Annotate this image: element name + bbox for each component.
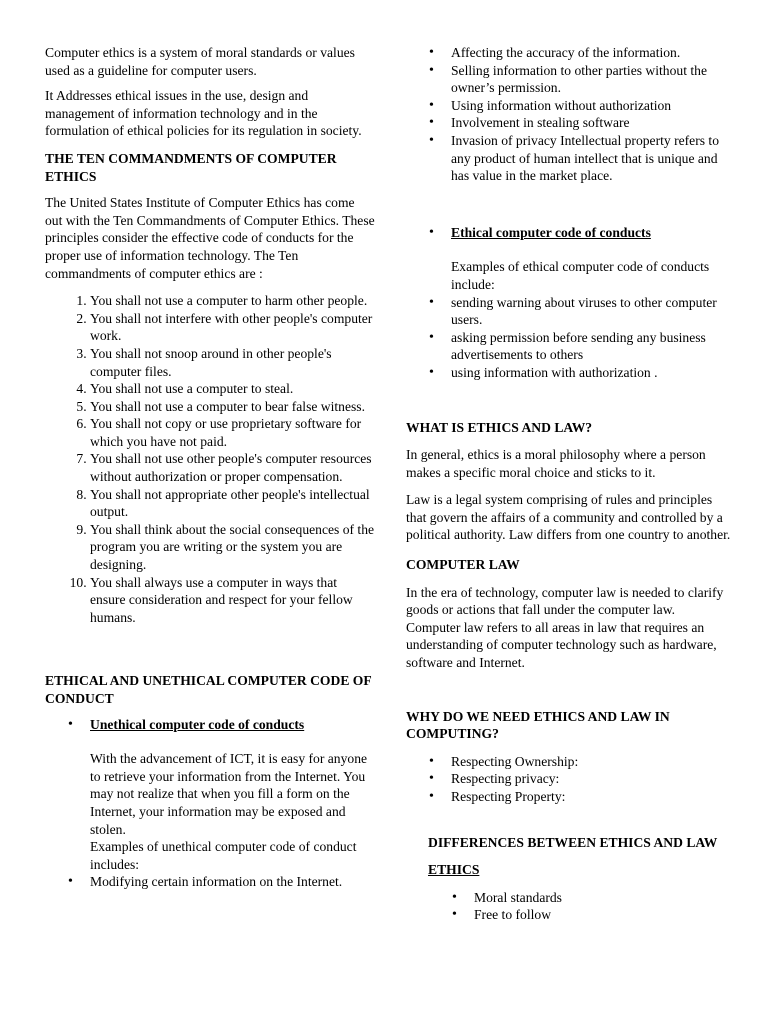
- list-item: • Modifying certain information on the Internet.: [90, 873, 375, 891]
- list-item: 8. You shall not appropriate other people's intellectual output.: [90, 486, 375, 521]
- list-item: • Invasion of privacy Intellectual property refers to any product of human intellect that is unique and has value in the market place.: [451, 132, 731, 185]
- unethical-examples-continued: [406, 44, 731, 185]
- why-ethics-law-heading: WHY DO WE NEED ETHICS AND LAW IN COMPUTING?: [406, 708, 670, 742]
- left-column: [45, 44, 375, 891]
- list-item: • Affecting the accuracy of the information.: [451, 44, 731, 62]
- ethical-examples-intro: Examples of ethical computer code of conducts include:: [451, 259, 710, 292]
- list-item: • Respecting Ownership:: [451, 753, 731, 771]
- list-item: • Selling information to other parties without the owner’s permission.: [451, 62, 731, 97]
- unethical-title-item: [90, 716, 375, 734]
- right-column: [406, 44, 731, 924]
- list-item: • Using information without authorization: [451, 97, 731, 115]
- ten-commandments-heading: THE TEN COMMANDMENTS OF COMPUTER ETHICS: [45, 150, 337, 184]
- ethics-definition: In general, ethics is a moral philosophy where a person makes a specific moral choice and sticks to it.: [406, 447, 706, 480]
- ethical-section-list: [406, 224, 731, 242]
- list-item: • asking permission before sending any business advertisements to others: [451, 329, 731, 364]
- ethics-and-law-heading: WHAT IS ETHICS AND LAW?: [406, 419, 593, 435]
- unethical-description: With the advancement of ICT, it is easy for anyone to retrieve your information from the Internet. You may not realize that when you fill a form on the Internet, your information may be exposed and stolen.: [90, 751, 368, 837]
- why-list: [406, 753, 731, 806]
- list-item: 2. You shall not interfere with other people's computer work.: [90, 310, 375, 345]
- ethics-subheading: ETHICS: [428, 862, 480, 878]
- list-item: 5. You shall not use a computer to bear false witness.: [90, 398, 375, 416]
- list-item: • Free to follow: [474, 906, 731, 924]
- law-definition: Law is a legal system comprising of rules and principles that govern the affairs of a community and controlled by a political authority. Law differs from one country to another.: [406, 492, 731, 543]
- unethical-section-list: [45, 716, 375, 734]
- list-item: • sending warning about viruses to other computer users.: [451, 294, 731, 329]
- list-item: 6. You shall not copy or use proprietary software for which you have not paid.: [90, 415, 375, 450]
- list-item: • Respecting Property:: [451, 788, 731, 806]
- ethics-characteristics-list: [406, 889, 731, 924]
- list-item: 3. You shall not snoop around in other people's computer files.: [90, 345, 375, 380]
- computer-law-description: In the era of technology, computer law is needed to clarify goods or actions that fall under the computer law. Computer law refers to all areas in law that requires an understanding of computer technology such as hardware, software and Internet.: [406, 584, 724, 671]
- list-item: • using information with authorization .: [451, 364, 731, 382]
- unethical-examples-list: [45, 873, 375, 891]
- list-item: 10. You shall always use a computer in ways that ensure consideration and respect for your fellow humans.: [90, 574, 375, 627]
- unethical-examples-intro: Examples of unethical computer code of conduct includes:: [90, 839, 357, 872]
- computer-law-heading: COMPUTER LAW: [406, 557, 520, 573]
- list-item: 4. You shall not use a computer to steal.: [90, 380, 375, 398]
- ten-commandments-intro: The United States Institute of Computer Ethics has come out with the Ten Commandments of Computer Ethics. These principles consider the effective code of conducts for the proper use of information technology. The Ten commandments of computer ethics are :: [45, 195, 375, 281]
- code-of-conduct-heading: ETHICAL AND UNETHICAL COMPUTER CODE OF CONDUCT: [45, 673, 372, 706]
- list-item: 9. You shall think about the social consequences of the program you are writing or the system you are designing.: [90, 521, 375, 574]
- intro-paragraph-2: It Addresses ethical issues in the use, design and management of information technology and in the formulation of ethical policies for its regulation in society.: [45, 88, 362, 139]
- list-item: • Involvement in stealing software: [451, 114, 731, 132]
- ethical-title: Ethical computer code of conducts: [451, 224, 651, 240]
- list-item: • Moral standards: [474, 889, 731, 907]
- list-item: • Respecting privacy:: [451, 770, 731, 788]
- ethical-examples-list: [406, 294, 731, 382]
- list-item: 7. You shall not use other people's computer resources without authorization or proper compensation.: [90, 450, 375, 485]
- commandments-list: [45, 292, 375, 626]
- unethical-description-block: [90, 750, 375, 873]
- ethical-title-item: [451, 224, 731, 242]
- differences-heading: DIFFERENCES BETWEEN ETHICS AND LAW: [428, 834, 718, 850]
- intro-paragraph-1: Computer ethics is a system of moral standards or values used as a guideline for computer users.: [45, 45, 355, 78]
- unethical-title: Unethical computer code of conducts: [90, 716, 305, 732]
- list-item: 1. You shall not use a computer to harm other people.: [90, 292, 375, 310]
